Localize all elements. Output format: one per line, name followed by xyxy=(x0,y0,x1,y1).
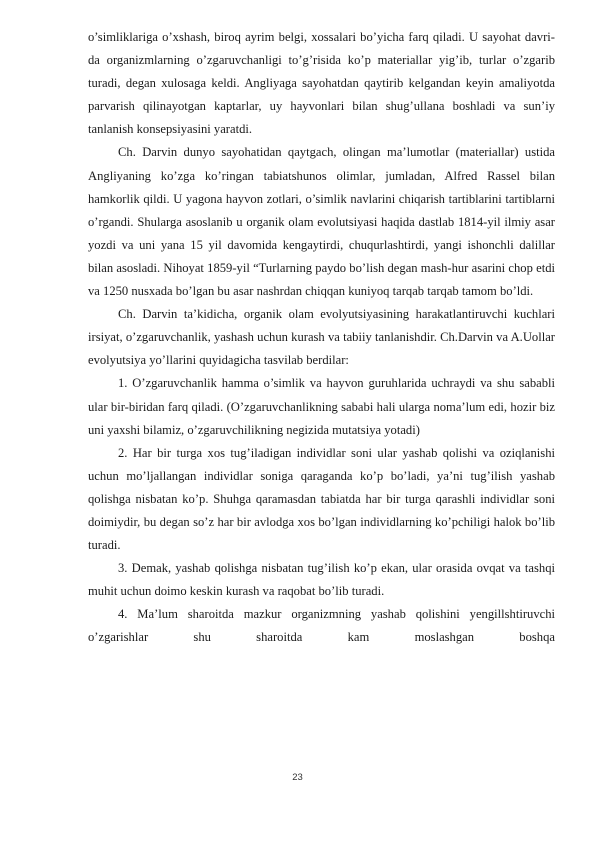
paragraph-2: Ch. Darvin dunyo sayohatidan qaytgach, olingan ma’lumotlar (materiallar) ustida Angliyaning ko’zga ko’ringan tabiatshunos olimlar, jumladan, Alfred Rassel bilan hamkorlik qildi. U yagona hayvon zotlari, o’simlik navlarini chiqarish tartiblarini tartiblarni o’rgandi. Shularga asoslanib u organik olam evolutsiyasi haqida dastlab 1814-yil ilmiy asar yozdi va uni yana 15 yil davomida kengaytirdi, chuqurlashtirdi, yangi ishonchli dalillar bilan asosladi. Nihoyat 1859-yil “Turlarning paydo bo’lish degan mash-hur asarini chop etdi va 1250 nusxada bo’lgan bu asar nashrdan chiqqan kuniyoq tarqab tarqab tamom bo’ldi. xyxy=(88,145,555,299)
list-item-4: 4. Ma’lum sharoitda mazkur organizmning yashab qolishini yengillshtiruvchi o’zgarishlar shu sharoitda kam moslashgan boshqa xyxy=(88,607,555,645)
list-item-3: 3. Demak, yashab qolishga nisbatan tug’ilish ko’p ekan, ular orasida ovqat va tashqi muhit uchun doimo keskin kurash va raqobat bo’lib turadi. xyxy=(88,561,555,599)
list-item-1: 1. O’zgaruvchanlik hamma o’simlik va hayvon guruhlarida uchraydi va shu sababli ular bir-biridan farq qiladi. (O’zgaruvchanlikning sababi hali ularga noma’lum edi, hozir biz uni yaxshi bilamiz, o’zgaruvchilikning negizida mutatsiya yotadi) xyxy=(88,376,555,437)
document-page xyxy=(88,26,555,650)
page-number: 23 xyxy=(292,772,303,783)
list-item-2: 2. Har bir turga xos tug’iladigan individlar soni ular yashab qolishi va oziqlanishi uchun mo’ljallangan individlar soniga qaraganda ko’p bo’ladi, ya’ni tug’ilish yashab qolishga nisbatan ko’p. Shuhga qaramasdan tabiatda har bir turga qarashli individlar soni doimiydir, bu degan so’z har bir avlodga xos bo’lgan individlarning ko’pchiligi halok bo’lib turadi. xyxy=(88,445,555,553)
paragraph-1: o’simliklariga o’xshash, biroq ayrim belgi, xossalari bo’yicha farq qiladi. U sayohat davri-da organizmlarning o’zgaruvchanligi to’g’risida ko’p materiallar yig’ib, turlar o’zgarib turadi, degan xulosaga keldi. Angliyaga sayohatdan qaytirib kelgandan keyin amaliyotda parvarish qilinayotgan kaptarlar, uy hayvonlari bilan shug’ullana boshladi va sun’iy tanlanish konsepsiyasini yaratdi. xyxy=(88,30,555,137)
paragraph-3: Ch. Darvin ta’kidicha, organik olam evolyutsiyasining harakatlantiruvchi kuchlari irsiyat, o’zgaruvchanlik, yashash uchun kurash va tabiiy tanlanishdir. Ch.Darvin va A.Uollar evolyutsiya yo’llarini quyidagicha tasvilab berdilar: xyxy=(88,307,555,368)
